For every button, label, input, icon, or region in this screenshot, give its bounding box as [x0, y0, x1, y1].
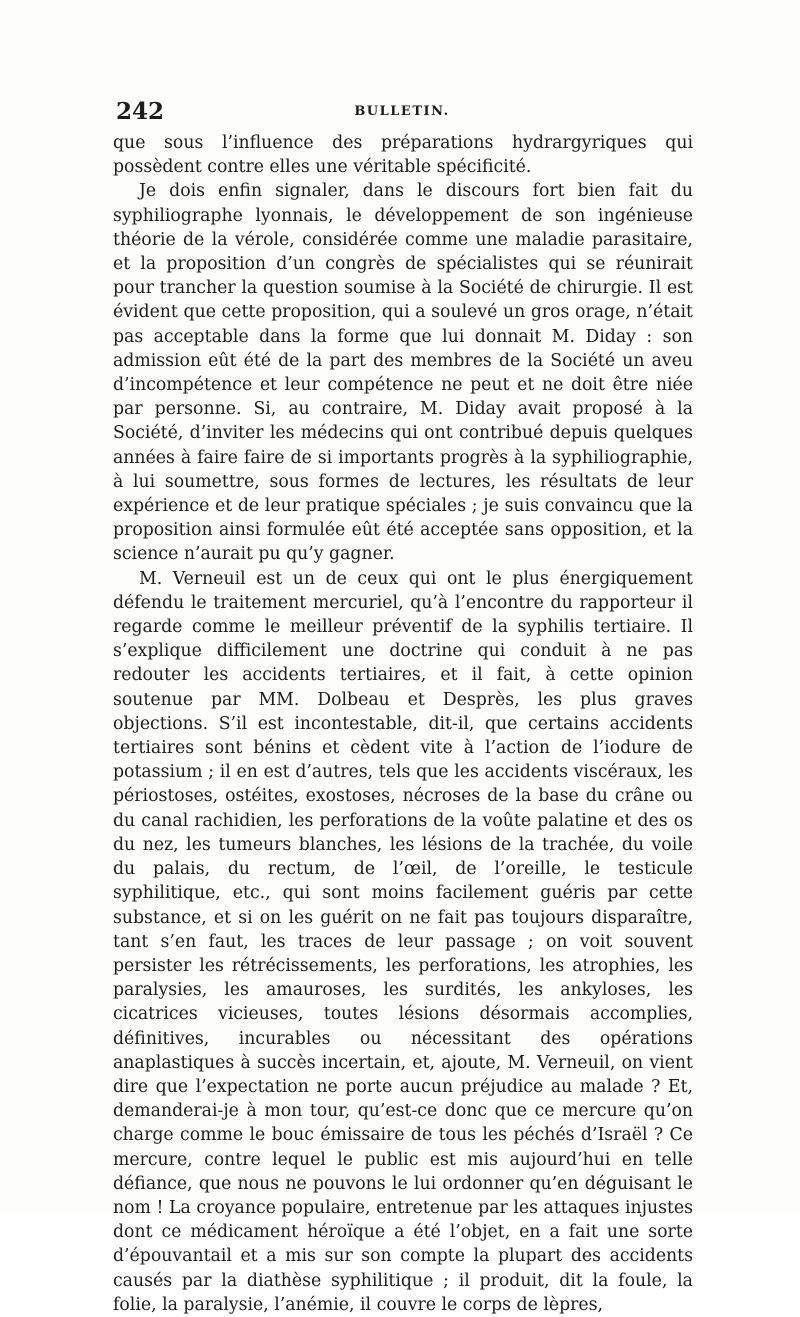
paragraph-verneuil: M. Verneuil est un de ceux qui ont le plus énergiquement défendu le traitement mercuriel, qu’à l’encontre du rapporteur il regarde comme le meilleur préventif de la syphilis tertiaire. Il s’explique difficilement une doctrine qui conduit à ne pas redouter les accidents tertiaires, et il fait, à cette opinion soutenue par MM. Dolbeau et Desprès, les plus graves objections. S’il est incontestable, dit-il, que certains accidents tertiaires sont bénins et cèdent vite à l’action de l’iodure de potassium ; il en est d’autres, tels que les accidents viscéraux, les périostoses, ostéites, exostoses, nécroses de la base du crâne ou du canal rachidien, les perforations de la voûte palatine et des os du nez, les tumeurs blanches, les lésions de la trachée, du voile du palais, du rectum, de l’œil, de l’oreille, le testicule syphilitique, etc., qui sont moins facilement guéris par cette substance, et si on les guérit on ne fait pas toujours disparaître, tant s’en faut, les traces de leur passage ; on voit souvent persister les rétrécissements, les perforations, les atrophies, les paralysies, les amauroses, les surdités, les ankyloses, les cicatrices vicieuses, toutes lésions désormais accomplies, définitives, incurables ou nécessitant des opérations anaplastiques à succès incertain, et, ajoute, M. Verneuil, on vient dire que l’expectation ne porte aucun préjudice au malade ? Et, demanderai-je à mon tour, qu’est-ce donc que ce mercure qu’on charge comme le bouc émissaire de tous les péchés d’Israël ? Ce mercure, contre lequel le public est mis aujourd’hui en telle défiance, que nous ne pouvons le lui ordonner qu’en déguisant le nom ! La croyance populaire, entretenue par les attaques injustes dont ce médicament héroïque a été l’objet, en a fait une sorte d’épouvantail et a mis sur son compte la plupart des accidents causés par la diathèse syphilitique ; il produit, dit la foule, la folie, la paralysie, l’anémie, il couvre le corps de lèpres,: [113, 568, 693, 1315]
paragraph-diday: Je dois enfin signaler, dans le discours fort bien fait du syphiliographe lyonnais, le développement de son ingénieuse théorie de la vérole, considérée comme une maladie parasitaire, et la proposition d’un congrès de spécialistes qui se réunirait pour trancher la question soumise à la Société de chirurgie. Il est évident que cette proposition, qui a soulevé un gros orage, n’était pas acceptable dans la forme que lui donnait M. Diday : son admission eût été de la part des membres de la Société un aveu d’incompétence et leur compétence ne peut et ne doit être niée par personne. Si, au contraire, M. Diday avait proposé à la Société, d’inviter les médecins qui ont contribué depuis quelques années à faire faire de si importants progrès à la syphiliographie, à lui soumettre, sous formes de lectures, les résultats de leur expérience et de leur pratique spéciales ; je suis convaincu que la proposition ainsi formulée eût été acceptée sans opposition, et la science n’aurait pu qu’y gagner.: [113, 181, 693, 565]
body-text: [113, 131, 693, 1317]
paragraph-continuation: que sous l’influence des préparations hydrargyriques qui possèdent contre elles une véritable spécificité.: [113, 133, 693, 178]
running-head: BULLETIN.: [354, 104, 450, 119]
page-number: 242: [116, 98, 165, 125]
page-header: [113, 98, 691, 128]
